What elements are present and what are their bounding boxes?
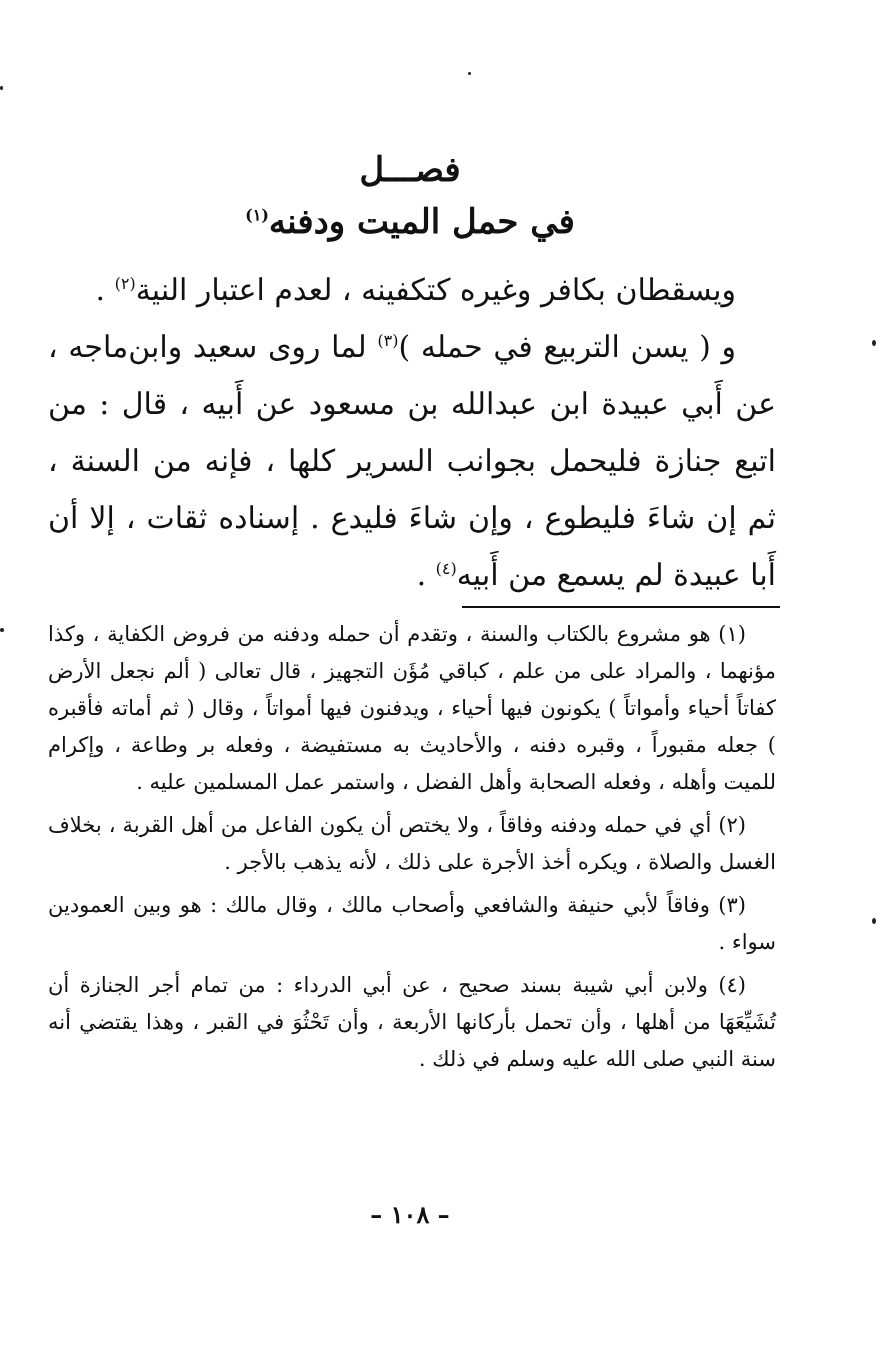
body-text: . <box>95 273 115 308</box>
main-text <box>48 262 776 604</box>
scan-speck <box>872 918 876 924</box>
footnote: (٣) وفاقاً لأبي حنيفة والشافعي وأصحاب مالك ، وقال مالك : هو وبين العمودين سواء . <box>48 893 776 954</box>
footnote: (٢) أي في حمله ودفنه وفاقاً ، ولا يختص أن يكون الفاعل من أهل القربة ، بخلاف الغسل والصلاة ، ويكره أخذ الأجرة على ذلك ، لأنه يذهب بالأجر . <box>48 813 776 874</box>
body-paragraph <box>48 262 776 319</box>
footnote-ref: (٢) <box>114 274 136 293</box>
footnote: (٤) ولابن أبي شيبة بسند صحيح ، عن أبي الدرداء : من تمام أجر الجنازة أن تُشَيِّعَهَا من أهلها ، وأن تحمل بأركانها الأربعة ، وأن تَحْثُوَ في القبر ، وهذا يقتضي أنه سنة النبي صلى الله عليه وسلم في ذلك . <box>48 973 776 1071</box>
body-text: . <box>416 558 436 593</box>
body-text: و ( يسن التربيع في حمله ) <box>398 330 736 365</box>
footnote-ref: (١) <box>245 205 269 225</box>
body-paragraph <box>48 319 776 604</box>
scan-speck <box>0 628 4 632</box>
section-subtitle <box>0 200 820 244</box>
footnote-ref: (٣) <box>377 331 399 350</box>
section-title: فصـــل <box>359 150 461 190</box>
footnote-separator <box>462 606 780 608</box>
body-text: ويسقطان بكافر وغيره كتكفينه ، لعدم اعتبار النية <box>135 273 736 308</box>
body-text: لما روى سعيد وابن‌ماجه ، عن أَبي عبيدة ابن عبدالله بن مسعود عن أَبيه ، قال : من اتبع جنازة فليحمل بجوانب السرير كلها ، فإنه من السنة ، ثم إن شاءَ فليطوع ، وإن شاءَ فليدع . إسناده ثقات ، إلا أن أَبا عبيدة لم يسمع من أَبيه <box>48 330 776 593</box>
footnotes <box>48 616 776 1084</box>
footnote-ref: (٤) <box>435 559 457 578</box>
scan-speck <box>468 72 471 75</box>
section-subtitle-text: في حمل الميت ودفنه <box>268 202 575 242</box>
page-number: – ١٠٨ – <box>370 1200 450 1229</box>
scan-speck <box>0 86 3 90</box>
scan-speck <box>872 340 876 346</box>
footnote: (١) هو مشروع بالكتاب والسنة ، وتقدم أن حمله ودفنه من فروض الكفاية ، وكذا مؤنهما ، والمراد على من علم ، كباقي مُؤَن التجهيز ، قال تعالى ( ألم نجعل الأرض كفاتاً أحياء وأمواتاً ) يكونون فيها أحياء ، ويدفنون فيها أمواتاً ، وقال ( ثم أماته فأقبره ) جعله مقبوراً ، وقبره دفنه ، والأحاديث به مستفيضة ، وفعله بر وطاعة ، وإكرام للميت وأهله ، وفعله الصحابة وأهل الفضل ، واستمر عمل المسلمين عليه . <box>48 622 776 794</box>
